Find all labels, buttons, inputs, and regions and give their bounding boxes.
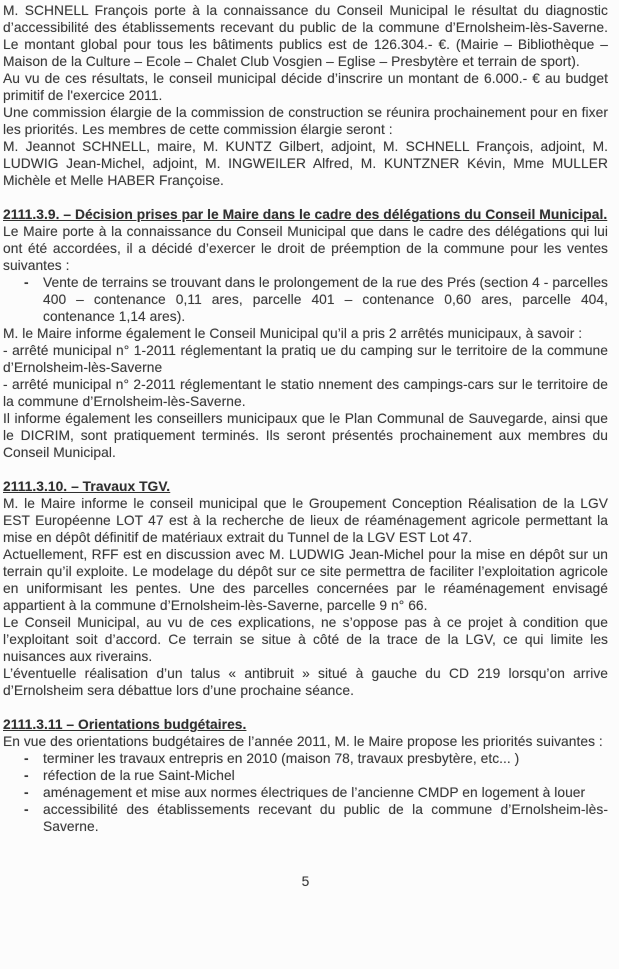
list-item <box>3 767 608 784</box>
list-item-text: réfection de la rue Saint-Michel <box>43 768 235 783</box>
paragraph: M. le Maire informe le conseil municipal que le Groupement Conception Réalisation de la LGV EST Européenne LOT 47 est à la recherche de lieux de réaménagement agricole permettant la mise en dépôt définitif de matériaux extrait du Tunnel de la LGV EST Lot 47. <box>3 496 608 545</box>
paragraph: Le Conseil Municipal, au vu de ces explications, ne s’oppose pas à ce projet à condition que l’exploitant soit d’accord. Ce terrain se situe à côté de la trace de la LGV, ce qui limite les nuisances aux riverains. <box>3 615 608 664</box>
paragraph: L’éventuelle réalisation d’un talus « antibruit » situé à gauche du CD 219 lorsqu’on arrive d’Ernolsheim sera débattue lors d’une prochaine séance. <box>3 666 608 698</box>
paragraph: Il informe également les conseillers municipaux que le Plan Communal de Sauvegarde, ainsi que le DICRIM, sont pratiquement terminés. Ils seront présentés prochainement aux membres du Conseil Municipal. <box>3 411 608 460</box>
paragraph: Au vu de ces résultats, le conseil municipal décide d’inscrire un montant de 6.000.- € au budget primitif de l'exercice 2011. <box>3 71 608 103</box>
bullet-dash: - <box>24 785 29 800</box>
section-heading-decisions-maire: 2111.3.9. – Décision prises par le Maire dans le cadre des délégations du Conseil Municipal. <box>3 207 608 222</box>
list-item <box>3 750 608 767</box>
section-heading-travaux-tgv: 2111.3.10. – Travaux TGV. <box>3 479 171 494</box>
list-item-text: Vente de terrains se trouvant dans le prolongement de la rue des Prés (section 4 - parcelles 400 – contenance 0,11 ares, parcelle 401 – contenance 0,60 ares, parcelle 404, contenance 1,14 ares). <box>43 275 608 324</box>
bullet-dash: - <box>24 802 29 817</box>
list-item <box>3 274 608 325</box>
page-number: 5 <box>301 874 310 889</box>
bullet-dash: - <box>24 768 29 783</box>
paragraph: - arrêté municipal n° 1-2011 réglementant la pratiq ue du camping sur le territoire de la commune d’Ernolsheim-lès-Saverne <box>3 343 608 375</box>
section-heading-orientations-budgetaires: 2111.3.11 – Orientations budgétaires. <box>3 717 247 732</box>
paragraph: M. Jeannot SCHNELL, maire, M. KUNTZ Gilbert, adjoint, M. SCHNELL François, adjoint, M. LUDWIG Jean-Michel, adjoint, M. INGWEILER Alfred, M. KUNTZNER Kévin, Mme MULLER Michèle et Melle HABER Françoise. <box>3 139 608 188</box>
paragraph: Une commission élargie de la commission de construction se réunira prochainement pour en fixer les priorités. Les membres de cette commission élargie seront : <box>3 105 608 137</box>
paragraph: Le Maire porte à la connaissance du Conseil Municipal que dans le cadre des délégations qui lui ont été accordées, il a décidé d’exercer le droit de préemption de la commune pour les ventes suivantes : <box>3 224 608 273</box>
paragraph: M. le Maire informe également le Conseil Municipal qu’il a pris 2 arrêtés municipaux, à savoir : <box>3 326 583 341</box>
list-item <box>3 784 608 801</box>
bullet-dash: - <box>24 751 29 766</box>
paragraph: Actuellement, RFF est en discussion avec M. LUDWIG Jean-Michel pour la mise en dépôt sur un terrain qu’il exploite. Le modelage du dépôt sur ce site permettra de faciliter l’exploitation agricole en uniformisant les pentes. Une des parcelles concernées par le réaménagement envisagé appartient à la commune d’Ernolsheim-lès-Saverne, parcelle 9 n° 66. <box>3 547 608 613</box>
paragraph: M. SCHNELL François porte à la connaissance du Conseil Municipal le résultat du diagnostic d’accessibilité des établissements recevant du public de la commune d’Ernolsheim-lès-Saverne. Le montant global pour tous les bâtiments publics est de 126.304.- €. (Mairie – Bibliothèque – Maison de la Culture – Ecole – Chalet Club Vosgien – Eglise – Presbytère et terrain de sport). <box>3 3 608 69</box>
paragraph: En vue des orientations budgétaires de l’année 2011, M. le Maire propose les priorités suivantes : <box>3 734 603 749</box>
list-item-text: aménagement et mise aux normes électriques de l’ancienne CMDP en logement à louer <box>43 785 586 800</box>
list-item <box>3 801 608 835</box>
list-item-text: accessibilité des établissements recevant du public de la commune d’Ernolsheim-lès-Saverne. <box>43 802 608 834</box>
bullet-dash: - <box>24 275 29 290</box>
list-item-text: terminer les travaux entrepris en 2010 (maison 78, travaux presbytère, etc... ) <box>43 751 520 766</box>
paragraph: - arrêté municipal n° 2-2011 réglementant le statio nnement des campings-cars sur le territoire de la commune d’Ernolsheim-lès-Saverne. <box>3 377 608 409</box>
